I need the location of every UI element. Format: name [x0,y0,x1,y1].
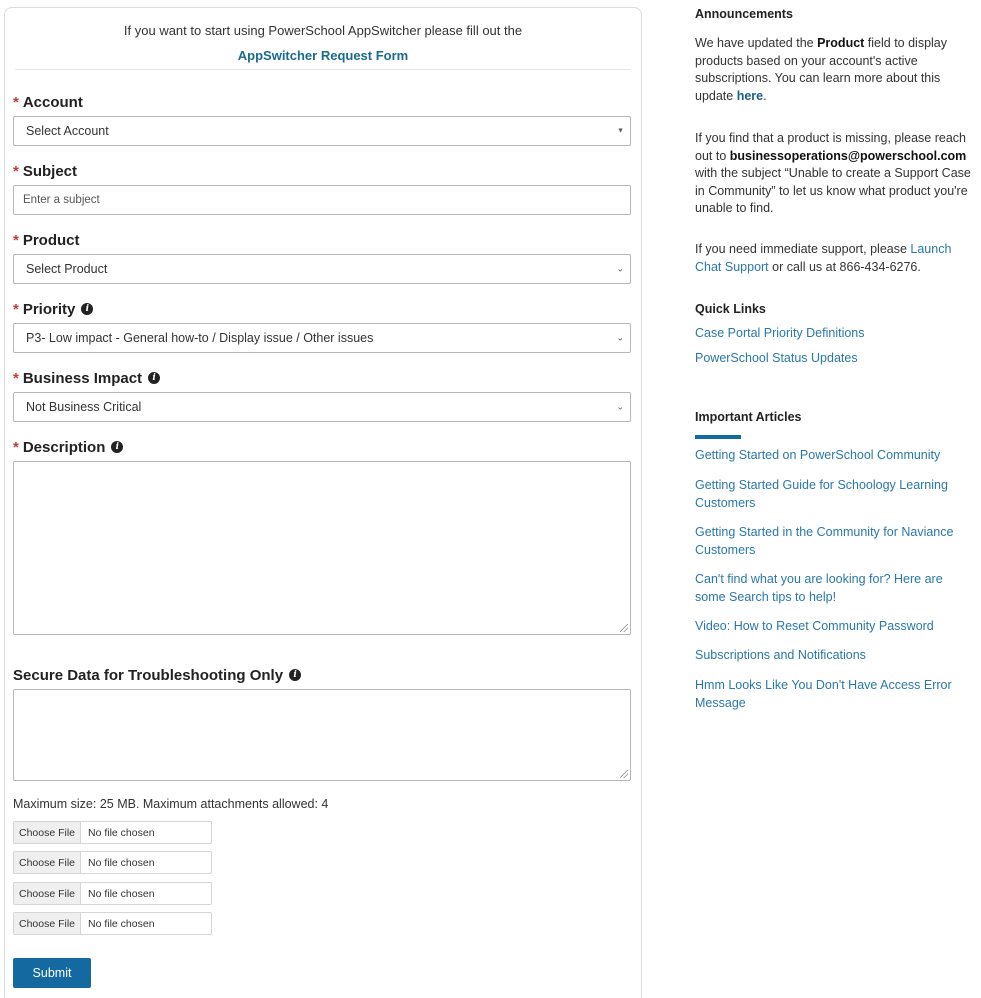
file-input-4[interactable] [13,912,212,935]
file-input-3[interactable] [13,882,212,905]
announcement-text: with the subject “Unable to create a Support Case in Community” to let us know what product you're unable to find. [695,166,971,215]
quick-link-status-updates[interactable]: PowerSchool Status Updates [695,351,858,365]
required-mark: * [13,369,19,387]
quick-link-priority-definitions[interactable]: Case Portal Priority Definitions [695,326,865,340]
here-link[interactable]: here [736,88,764,103]
article-link[interactable]: Video: How to Reset Community Password [695,619,934,633]
description-label-text: Description [22,438,106,456]
choose-file-button[interactable]: Choose File [14,852,81,873]
intro-text: If you want to start using PowerSchool AppSwitcher please fill out the [123,23,523,38]
info-circle-icon[interactable]: i [148,372,160,384]
launch-chat-support-link[interactable]: Launch Chat Support [695,242,952,274]
product-label [13,230,80,250]
priority-select-value: P3- Low impact - General how-to / Display issue / Other issues [26,331,374,345]
product-select[interactable] [13,254,631,284]
file-status: No file chosen [88,856,155,869]
required-mark: * [13,231,19,249]
announcement-immediate-support [695,241,979,276]
article-link[interactable]: Getting Started in the Community for Naviance Customers [695,525,954,557]
article-link[interactable]: Getting Started Guide for Schoology Learning Customers [695,478,948,510]
required-mark: * [13,438,19,456]
support-email: businessoperations@powerschool.com [729,148,967,163]
chevron-down-icon: ▼ [617,127,624,135]
subject-input[interactable] [13,185,631,215]
announcement-text: or call us at 866-434-6276. [768,259,921,274]
announcement-text: field to display products based on your account's active subscriptions. You can learn more about this update [695,36,948,103]
appswitcher-intro [15,8,631,70]
announcement-text: We have updated the [695,36,818,50]
priority-select[interactable] [13,323,631,353]
resize-grip-icon[interactable] [620,624,628,632]
important-articles-heading: Important Articles [695,410,802,424]
subject-label [13,161,77,181]
announcement-product-update [695,35,979,105]
product-select-value: Select Product [26,262,108,276]
heading-underline [695,435,741,439]
business-impact-label-text: Business Impact [22,369,143,387]
article-link[interactable]: Hmm Looks Like You Don't Have Access Error Message [695,678,952,710]
attachment-size-note: Maximum size: 25 MB. Maximum attachments allowed: 4 [13,797,329,811]
chevron-down-icon: ⌄ [616,263,624,274]
required-mark: * [13,93,19,111]
file-input-1[interactable] [13,821,212,844]
chevron-down-icon: ⌄ [616,332,624,343]
required-mark: * [13,300,19,318]
announcement-bold: Product [817,36,865,50]
business-impact-label [13,368,160,388]
account-select[interactable] [13,116,631,146]
account-select-value: Select Account [26,124,109,138]
article-link[interactable]: Subscriptions and Notifications [695,648,866,662]
secure-data-label-text: Secure Data for Troubleshooting Only [13,666,284,684]
file-input-2[interactable] [13,851,212,874]
article-link[interactable]: Getting Started on PowerSchool Community [695,448,941,462]
description-label [13,437,123,457]
resize-grip-icon[interactable] [620,770,628,778]
article-link[interactable]: Can't find what you are looking for? Here are some Search tips to help! [695,572,943,604]
submit-button[interactable]: Submit [13,958,91,988]
info-circle-icon[interactable]: i [289,669,301,681]
priority-label [13,299,93,319]
required-mark: * [13,162,19,180]
case-form-card [4,7,642,998]
quick-links-heading: Quick Links [695,302,766,316]
description-textarea[interactable] [13,461,631,635]
chevron-down-icon: ⌄ [616,401,624,412]
announcement-text: If you need immediate support, please [695,242,911,256]
choose-file-button[interactable]: Choose File [14,883,81,904]
file-status: No file chosen [88,887,155,900]
subject-label-text: Subject [22,162,78,180]
choose-file-button[interactable]: Choose File [14,822,81,843]
announcement-text: . [763,88,767,103]
secure-data-label [13,665,301,685]
appswitcher-request-form-link[interactable]: AppSwitcher Request Form [237,48,409,63]
announcement-missing-product [695,130,979,218]
info-circle-icon[interactable]: i [81,303,93,315]
account-label-text: Account [22,93,83,111]
priority-label-text: Priority [22,300,76,318]
business-impact-select[interactable] [13,392,631,422]
info-circle-icon[interactable]: i [111,441,123,453]
announcements-heading: Announcements [695,7,793,21]
business-impact-select-value: Not Business Critical [26,400,142,414]
secure-data-textarea[interactable] [13,689,631,781]
announcement-text: If you find that a product is missing, please reach out to [695,131,966,163]
account-label [13,92,83,112]
choose-file-button[interactable]: Choose File [14,913,81,934]
subject-placeholder: Enter a subject [23,194,100,206]
product-label-text: Product [22,231,80,249]
file-status: No file chosen [88,826,155,839]
file-status: No file chosen [88,917,155,930]
